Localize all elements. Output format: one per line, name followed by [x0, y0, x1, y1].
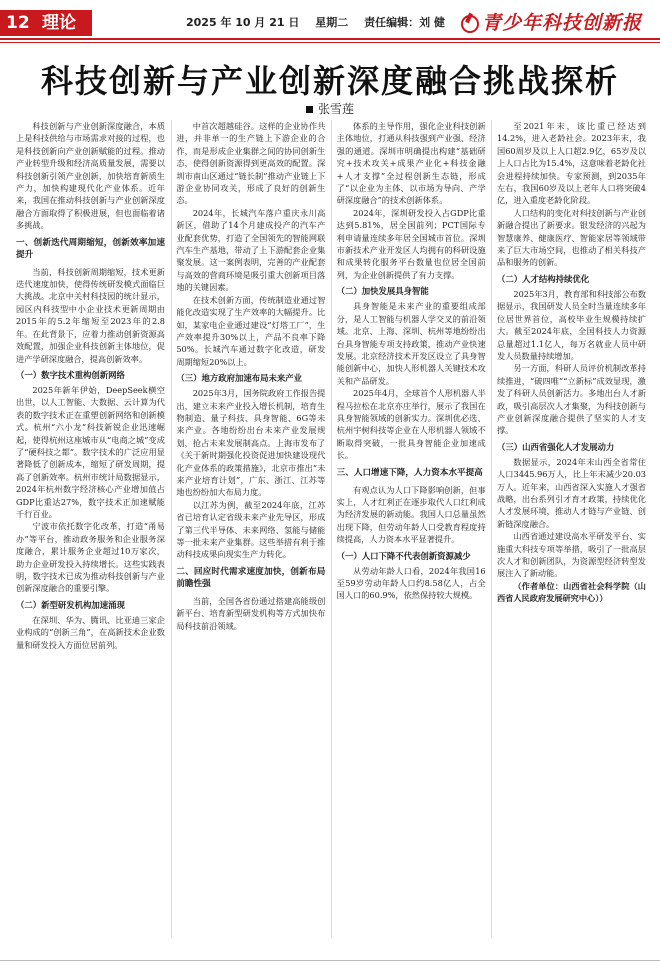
issue-date: 2025 年 10 月 21 日: [186, 16, 300, 29]
section-name: 理论: [42, 13, 76, 33]
editor-credit: 责任编辑：刘 健: [364, 16, 445, 29]
header-rule: [0, 38, 660, 40]
author-name: 张雪莲: [317, 102, 354, 116]
subheading: （三）山西省强化人才发展动力: [496, 441, 615, 452]
paragraph: 中首次超越硅谷。这样的企业协作共进，并非单一的生产链上下游企业的合作，而是形成企业集群之间的协同创新生态，使得创新资源得到更高效的配置。深圳市南山区通过“链长制”推动产业链上下游企业协同攻关，形成了良好的创新生态。: [176, 121, 326, 206]
subheading: （二）加快发展具身智能: [336, 286, 429, 297]
paragraph: 从劳动年龄人口看，2024年我国16至59岁劳动年龄人口约8.58亿人，占全国人口的60.9%，依然保持较大规模。: [336, 565, 486, 601]
paragraph: 在技术创新方面，传统制造业通过智能化改造实现了生产效率的大幅提升。比如，某家电企业通过建设“灯塔工厂”，生产效率提升30%以上，产品不良率下降50%。长城汽车通过数字化改造，研发周期缩短20%以上。: [176, 294, 326, 367]
paragraph: 人口结构的变化对科技创新与产业创新融合提出了新要求。银发经济的兴起为智慧康养、健康医疗、智能家居等领域带来了巨大市场空间，也推动了相关科技产品和服务的创新。: [496, 207, 646, 268]
paragraph: 2025年新年伊始，DeepSeek横空出世，以人工智能、大数据、云计算为代表的数字技术正在重塑创新网络和创新模式。杭州“六小龙”科技新锐企业迅速崛起，使得杭州这座城市从“电商之城”变成了“硬科技之都”。数字技术的广泛应用显著降低了创新成本，缩短了研发周期，提高了创新效率。杭州市统计局数据显示，2024年杭州数字经济核心产业增加值占GDP比重达27%，数字技术正加速赋能千行百业。: [16, 384, 165, 519]
subheading: 二、回应时代需求速度加快，创新布局前瞻性强: [176, 566, 326, 589]
article-column: [497, 120, 646, 938]
logo-icon: [461, 15, 479, 33]
paragraph: 当前，科技创新周期缩短，技术更新迭代速度加快，使得传统研发模式面临巨大挑战。北京中关村科技园的统计显示，园区内科技型中小企业技术更新周期由2015年的5.2年缩短至2023年的2.8年。在此背景下，应着力推动创新资源高效配置，加强企业科技创新主体地位，促进产学研深度融合，提高创新效率。: [16, 266, 165, 364]
paragraph: 宁波市依托数字化改革，打造“甬易办”等平台，推动政务服务和企业服务深度融合，累计服务企业超过10万家次，助力企业研发投入持续增长。这些实践表明，数字技术已成为推动科技创新与产业创新深度融合的重要引擎。: [16, 521, 165, 594]
subheading: （三）地方政府加速布局未来产业: [176, 373, 302, 384]
article-column: [337, 120, 486, 938]
paragraph: 在深圳、华为、腾讯、比亚迪三家企业构成的“创新三角”，在高新技术企业数量和研发投入方面位居前列。: [16, 614, 165, 650]
issue-weekday: 星期二: [315, 16, 349, 29]
date-line: [186, 14, 457, 30]
subheading: （一）数字技术重构创新网络: [16, 369, 125, 380]
byline-square-icon: [306, 106, 313, 113]
subheading: 一、创新迭代周期缩短，创新效率加速提升: [16, 237, 165, 260]
subheading: （一）人口下降不代表创新资源减少: [336, 550, 471, 561]
masthead-logo: [461, 8, 642, 35]
masthead-text: 青少年科技创新报: [481, 12, 642, 34]
subheading: （二）人才结构持续优化: [496, 273, 590, 284]
article-column: [176, 120, 325, 938]
article-column: [16, 120, 165, 938]
paragraph: 具身智能是未来产业的重要组成部分，是人工智能与机器人学交叉的前沿领域。北京、上海、深圳、杭州等地纷纷出台具身智能专项支持政策，推动产业快速发展。北京经济技术开发区设立了具身智能创新中心，加快人形机器人关键技术攻关和产品研发。: [336, 301, 486, 386]
paragraph: （作者单位：山西省社会科学院（山西省人民政府发展研究中心））: [496, 580, 646, 604]
header-rule-thin: [0, 42, 660, 43]
paragraph: 科技创新与产业创新深度融合，本质上是科技供给与市场需求对接的过程，也是科技创新向产业创新赋能的过程。推动产业转型升级和经济高质量发展，需要以科技创新引领产业创新，加快培育新质生产力，加快构建现代化产业体系。近年来，我国在推动科技创新与产业创新深度融合方面取得了积极进展，但也面临着诸多挑战。: [16, 121, 165, 231]
paragraph: 体系的主导作用，强化企业科技创新主体地位，打通从科技强到产业强、经济强的通道。深圳市明确提出构建“基础研究+技术攻关+成果产业化+科技金融+人才支撑”全过程创新生态链，形成了“以企业为主体、以市场为导向、产学研深度融合”的技术创新体系。: [336, 121, 486, 206]
byline: [0, 100, 660, 117]
paragraph: 有观点认为人口下降影响创新，但事实上，人才红利正在逐步取代人口红利成为经济发展的新动能。我国人口总量虽然出现下降，但劳动年龄人口受教育程度持续提高，人力资本水平显著提升。: [336, 484, 486, 545]
article-title: 科技创新与产业创新深度融合挑战探析: [40, 62, 619, 100]
article-body: [16, 120, 646, 938]
footer-rule: [0, 960, 660, 961]
paragraph: 2025年3月，国务院政府工作报告提出，建立未来产业投入增长机制，培育生物制造、量子科技、具身智能、6G等未来产业。各地纷纷出台未来产业发展规划，抢占未来发展制高点。上海市发布了《关于新时期强化投资促进加快建设现代化产业体系的政策措施》，北京市推出“未来产业培育计划”，广东、浙江、江苏等地也纷纷加大布局力度。: [176, 388, 326, 498]
paragraph: 2024年，长城汽车落户重庆永川高新区，借助了14个月建成投产的汽车产业配套优势，打造了全国领先的智能网联汽车生产基地，带动了上下游配套企业集聚发展。这一案例表明，完善的产业配套与高效的营商环境是吸引重大创新项目落地的关键因素。: [176, 207, 326, 293]
subheading: （二）新型研发机构加速涌现: [16, 599, 125, 610]
paragraph: 以江苏为例，截至2024年底，江苏省已培育认定省级未来产业先导区，形成了第三代半导体、未来网络、氢能与储能等一批未来产业集群。这些举措有利于推动科技成果向现实生产力转化。: [176, 499, 326, 560]
paragraph: 2025年4月，全球首个人形机器人半程马拉松在北京亦庄举行，展示了我国在具身智能领域的创新实力。深圳优必选、杭州宇树科技等企业在人形机器人领域不断取得突破，一批具身智能企业加速成长。: [336, 388, 486, 461]
subheading: 三、人口增速下降，人力资本水平提高: [336, 467, 483, 478]
paragraph: 数据显示，2024年末山西全省常住人口3445.96万人，比上年末减少20.03万人。近年来，山西省深入实施人才强省战略，出台系列引才育才政策，持续优化人才发展环境，推动人才链与产业链、创新链深度融合。: [496, 456, 646, 529]
paragraph: 当前，全国各省份通过搭建高能级创新平台、培育新型研发机构等方式加快布局科技前沿领域。: [176, 595, 326, 631]
paragraph: 山西省通过建设高水平研发平台、实施重大科技专项等举措，吸引了一批高层次人才和创新团队，为资源型经济转型发展注入了新动能。: [496, 531, 646, 579]
paragraph: 2024年，深圳研发投入占GDP比重达到5.81%，居全国前列；PCT国际专利申请量连续多年居全国城市首位。深圳市新技术产业开发区人均拥有的科研设施和成果转化服务平台数量也位居全国前列，为企业创新提供了有力支撑。: [336, 207, 486, 280]
paragraph: 2025年3月，教育部和科技部公布数据显示，我国研发人员全时当量连续多年位居世界首位，高校毕业生规模持续扩大。截至2024年底，全国科技人力资源总量超过1.1亿人，每万名就业人员中研发人员数量持续增加。: [496, 288, 646, 361]
page-header: [0, 0, 660, 40]
paragraph: 至2021年末，该比重已经达到14.2%，进入老龄社会。2023年末，我国60周岁及以上人口超2.9亿，65岁及以上人口占比为15.4%，这意味着老龄化社会进程持续加快。专家预测，到2035年左右，我国60岁及以上老年人口将突破4亿，进入重度老龄化阶段。: [496, 121, 646, 206]
page-number: 12: [0, 10, 92, 36]
paragraph: 另一方面，科研人员评价机制改革持续推进，“破四唯”“立新标”成效显现，激发了科研人员创新活力。多地出台人才新政，吸引高层次人才集聚，为科技创新与产业创新深度融合提供了坚实的人才支撑。: [496, 363, 646, 436]
